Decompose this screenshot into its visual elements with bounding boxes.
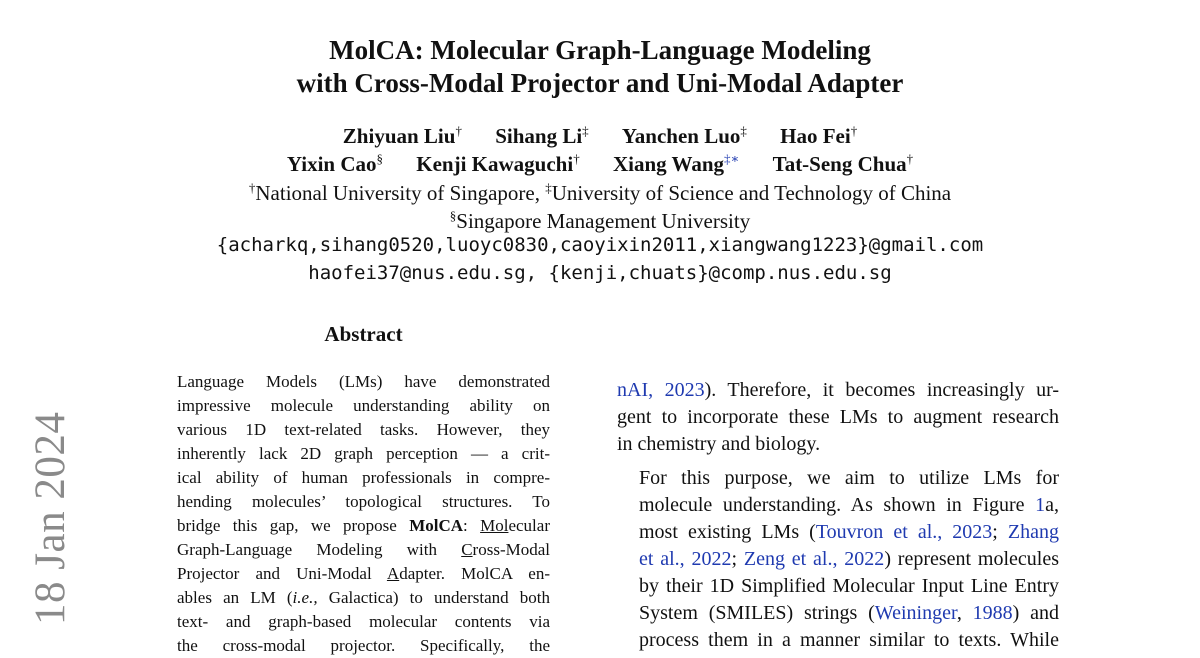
text-run: Galactica) to understand both xyxy=(317,588,550,607)
abstract-heading: Abstract xyxy=(324,322,403,346)
abstract-line: the cross-modal projector. Specifically, the xyxy=(177,636,550,655)
author-name: Kenji Kawaguchi xyxy=(416,152,574,176)
body-line xyxy=(617,600,1059,627)
affiliation-text: Singapore Management University xyxy=(456,209,751,233)
author-name: Hao Fei xyxy=(780,124,851,148)
abstract-line: inherently lack 2D graph perception — a crit- xyxy=(177,444,550,463)
author-mark: † xyxy=(906,151,914,166)
citation-link[interactable]: Weininger xyxy=(874,602,957,624)
abstract-line xyxy=(177,538,550,562)
abstract-line xyxy=(177,562,550,586)
affiliation-mark: § xyxy=(449,208,457,223)
paragraph xyxy=(617,377,1059,458)
author-mark: ‡∗ xyxy=(724,151,740,166)
text-run: ross-Modal xyxy=(472,540,550,559)
author-mark: † xyxy=(573,151,580,166)
author-name: Tat-Seng Chua xyxy=(772,152,907,176)
author xyxy=(773,152,914,176)
text-run: bridge this gap, we propose xyxy=(177,516,410,535)
author-name: Zhiyuan Liu xyxy=(342,124,456,148)
citation-link[interactable]: 1988 xyxy=(972,602,1013,624)
text-run: most existing LMs ( xyxy=(639,521,816,543)
author-mark: ‡ xyxy=(582,123,589,138)
text-run: ; xyxy=(731,548,744,570)
underlined-letters: A xyxy=(386,564,400,583)
abstract-body xyxy=(177,370,550,658)
author-mark: † xyxy=(455,123,462,138)
author-mark: † xyxy=(850,123,858,138)
body-line: process them in a manner similar to texts. While xyxy=(639,629,1059,651)
text-run: a, xyxy=(1045,494,1059,516)
author-mark: ‡ xyxy=(740,123,747,138)
body-line xyxy=(617,377,1059,404)
text-run: molecule understanding. As shown in Figure xyxy=(639,494,1036,516)
author-name: Sihang Li xyxy=(495,124,583,148)
body-line: in chemistry and biology. xyxy=(617,433,821,455)
text-run: : xyxy=(463,516,481,535)
author-name: Yixin Cao xyxy=(286,152,377,176)
model-name: MolCA xyxy=(409,516,464,535)
abstract-line: impressive molecule understanding ability on xyxy=(177,396,550,415)
body-line xyxy=(617,519,1059,546)
italic-text: i.e., xyxy=(292,588,318,607)
figure-ref-link[interactable]: 1 xyxy=(1035,494,1046,516)
body-line xyxy=(617,492,1059,519)
affiliation-text: National University of Singapore, xyxy=(255,181,546,205)
arxiv-date-stamp: 18 Jan 2024 xyxy=(27,411,74,625)
citation-link[interactable]: nAI, 2023 xyxy=(617,379,705,401)
citation-link[interactable]: Touvron et al., 2023 xyxy=(815,521,993,543)
paper-title-line-2: with Cross-Modal Projector and Uni-Modal Adapter xyxy=(296,68,904,98)
affiliation-mark: ‡ xyxy=(545,180,552,195)
email-line-2: haofei37@nus.edu.sg, {kenji,chuats}@comp.nus.edu.sg xyxy=(308,262,892,284)
text-run: Graph-Language Modeling with xyxy=(177,540,462,559)
abstract-line: ical ability of human professionals in compre- xyxy=(177,468,550,487)
text-run: ) represent molecules xyxy=(884,548,1059,570)
abstract-line xyxy=(177,586,550,610)
citation-link[interactable]: et al., 2022 xyxy=(639,548,732,570)
abstract-line xyxy=(177,514,550,538)
text-run: ables an LM ( xyxy=(177,588,293,607)
author-name: Xiang Wang xyxy=(612,152,725,176)
text-run: ). Therefore, it becomes increasingly ur- xyxy=(704,379,1059,401)
text-run: System (SMILES) strings ( xyxy=(639,602,875,624)
text-run: ; xyxy=(992,521,1008,543)
body-line: For this purpose, we aim to utilize LMs for xyxy=(639,467,1059,489)
paper-title-line-1: MolCA: Molecular Graph-Language Modeling xyxy=(329,35,871,65)
author-name: Yanchen Luo xyxy=(621,124,741,148)
citation-link[interactable]: Zhang xyxy=(1007,521,1059,543)
body-line: gent to incorporate these LMs to augment research xyxy=(617,406,1059,428)
abstract-line: hending molecules’ topological structures. To xyxy=(177,492,550,511)
email-line-1: {acharkq,sihang0520,luoyc0830,caoyixin2011,xiangwang1223}@gmail.com xyxy=(216,234,984,256)
underlined-letters: C xyxy=(461,540,473,559)
text-run: Projector and Uni-Modal xyxy=(177,564,387,583)
author xyxy=(416,152,579,176)
text-run: ecular xyxy=(508,516,550,535)
abstract-line: text- and graph-based molecular contents via xyxy=(177,612,550,631)
text-run: , xyxy=(956,602,973,624)
paragraph xyxy=(617,465,1059,654)
abstract-line: various 1D text-related tasks. However, they xyxy=(177,420,550,439)
abstract-line: Language Models (LMs) have demonstrated xyxy=(177,372,550,391)
author xyxy=(613,152,739,176)
body-line xyxy=(617,546,1059,573)
text-run: dapter. MolCA en- xyxy=(399,564,551,583)
citation-link[interactable]: Zeng et al., 2022 xyxy=(743,548,885,570)
underlined-letters: Mol xyxy=(480,516,509,535)
text-run: ) and xyxy=(1012,602,1059,624)
affiliation-text: University of Science and Technology of China xyxy=(551,181,952,205)
author-mark: § xyxy=(376,151,383,166)
right-column-body xyxy=(617,377,1059,654)
paper-title xyxy=(0,34,1200,100)
author xyxy=(287,152,383,176)
affiliation-mark: † xyxy=(248,180,256,195)
body-line: by their 1D Simplified Molecular Input Line Entry xyxy=(639,575,1059,597)
